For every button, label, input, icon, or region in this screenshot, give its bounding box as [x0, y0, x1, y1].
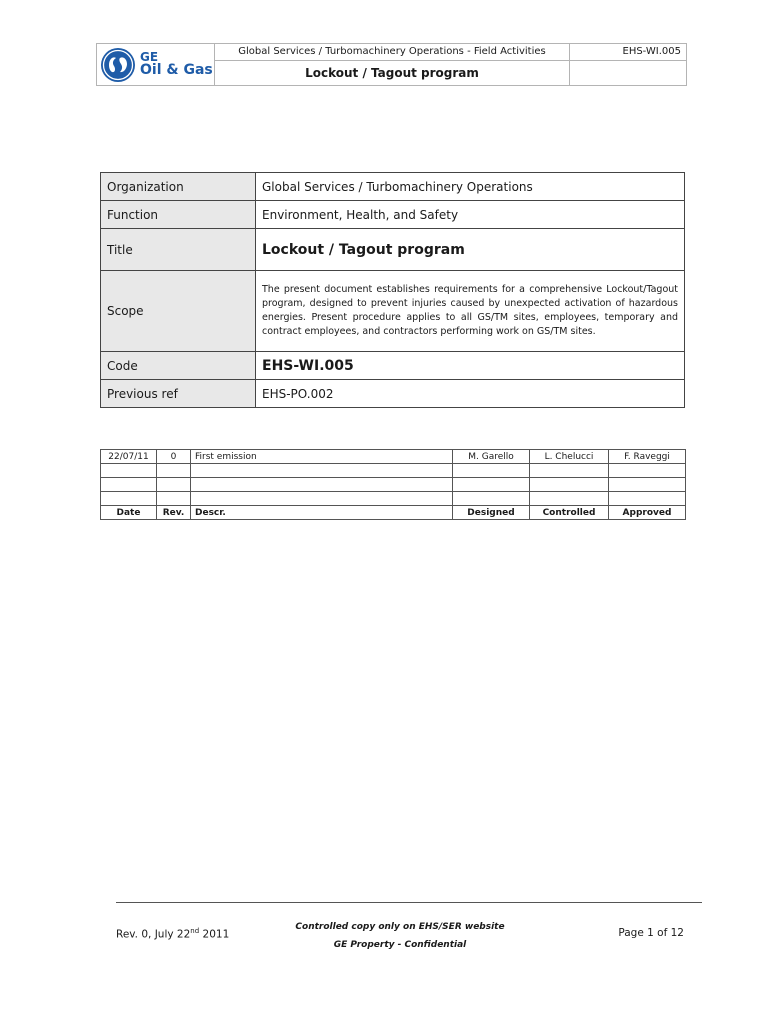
info-label: Code [101, 352, 256, 380]
company-logo [97, 44, 215, 85]
header-center [215, 44, 569, 85]
header-title: Lockout / Tagout program [305, 66, 479, 80]
rev-cell-approved: F. Raveggi [609, 450, 686, 464]
rev-header-date: Date [101, 506, 157, 520]
rev-cell-descr: First emission [191, 450, 453, 464]
footer-page-number: Page 1 of 12 [618, 927, 684, 939]
header-right-empty [570, 61, 686, 85]
rev-header-controlled: Controlled [530, 506, 609, 520]
logo-text [140, 51, 213, 78]
rev-cell-empty [530, 478, 609, 492]
info-label: Organization [101, 173, 256, 201]
rev-cell-empty [609, 492, 686, 506]
info-row-organization [101, 173, 685, 201]
footer-controlled-copy: Controlled copy only on EHS/SER website [295, 922, 505, 932]
rev-cell-empty [453, 464, 530, 478]
info-value: Global Services / Turbomachinery Operations [256, 173, 685, 201]
rev-cell-empty [101, 478, 157, 492]
table-row [101, 492, 686, 506]
footer-rev-sup: nd [190, 927, 200, 935]
table-row [101, 450, 686, 464]
rev-header-approved: Approved [609, 506, 686, 520]
logo-line-ge: GE [140, 49, 159, 64]
ge-monogram-icon [100, 47, 136, 83]
info-row-title [101, 229, 685, 271]
rev-cell-empty [101, 492, 157, 506]
footer-revision-date [116, 927, 229, 941]
header-doc-code: EHS-WI.005 [570, 44, 686, 61]
rev-cell-empty [101, 464, 157, 478]
info-label: Function [101, 201, 256, 229]
info-label: Previous ref [101, 380, 256, 408]
table-row [101, 478, 686, 492]
footer-rev-prefix: Rev. 0, July 22 [116, 928, 191, 941]
footer-divider [116, 902, 702, 903]
rev-cell-controlled: L. Chelucci [530, 450, 609, 464]
header-department: Global Services / Turbomachinery Operations - Field Activities [215, 44, 569, 61]
footer-notice [280, 918, 520, 954]
rev-header-designed: Designed [453, 506, 530, 520]
rev-cell-empty [191, 492, 453, 506]
rev-cell-rev: 0 [157, 450, 191, 464]
rev-cell-empty [530, 464, 609, 478]
document-info-table [100, 172, 685, 408]
rev-header-descr: Descr. [191, 506, 453, 520]
revision-header-row [101, 506, 686, 520]
info-value: The present document establishes requirements for a comprehensive Lockout/Tagout program, designed to prevent injuries caused by unexpected activation of hazardous energies. Present procedure applies to all GS/TM sites, employees, temporary and contract employees, and contractors performing work on GS/TM sites. [256, 271, 685, 352]
info-row-code [101, 352, 685, 380]
footer-confidential: GE Property - Confidential [333, 940, 467, 950]
info-value: EHS-WI.005 [256, 352, 685, 380]
info-row-function [101, 201, 685, 229]
rev-cell-empty [191, 464, 453, 478]
header-right [569, 44, 686, 85]
info-row-previous-ref [101, 380, 685, 408]
info-row-scope [101, 271, 685, 352]
document-header [96, 43, 687, 86]
info-value: Lockout / Tagout program [256, 229, 685, 271]
rev-cell-empty [609, 478, 686, 492]
rev-header-rev: Rev. [157, 506, 191, 520]
info-label: Title [101, 229, 256, 271]
rev-cell-empty [530, 492, 609, 506]
rev-cell-empty [609, 464, 686, 478]
info-value: Environment, Health, and Safety [256, 201, 685, 229]
info-value: EHS-PO.002 [256, 380, 685, 408]
rev-cell-empty [157, 478, 191, 492]
rev-cell-empty [453, 478, 530, 492]
table-row [101, 464, 686, 478]
rev-cell-empty [157, 492, 191, 506]
revision-history-table [100, 449, 686, 520]
rev-cell-date: 22/07/11 [101, 450, 157, 464]
info-label: Scope [101, 271, 256, 352]
rev-cell-designed: M. Garello [453, 450, 530, 464]
rev-cell-empty [157, 464, 191, 478]
rev-cell-empty [453, 492, 530, 506]
rev-cell-empty [191, 478, 453, 492]
logo-line-oilgas: Oil & Gas [140, 62, 213, 79]
footer-rev-year: 2011 [199, 928, 230, 941]
